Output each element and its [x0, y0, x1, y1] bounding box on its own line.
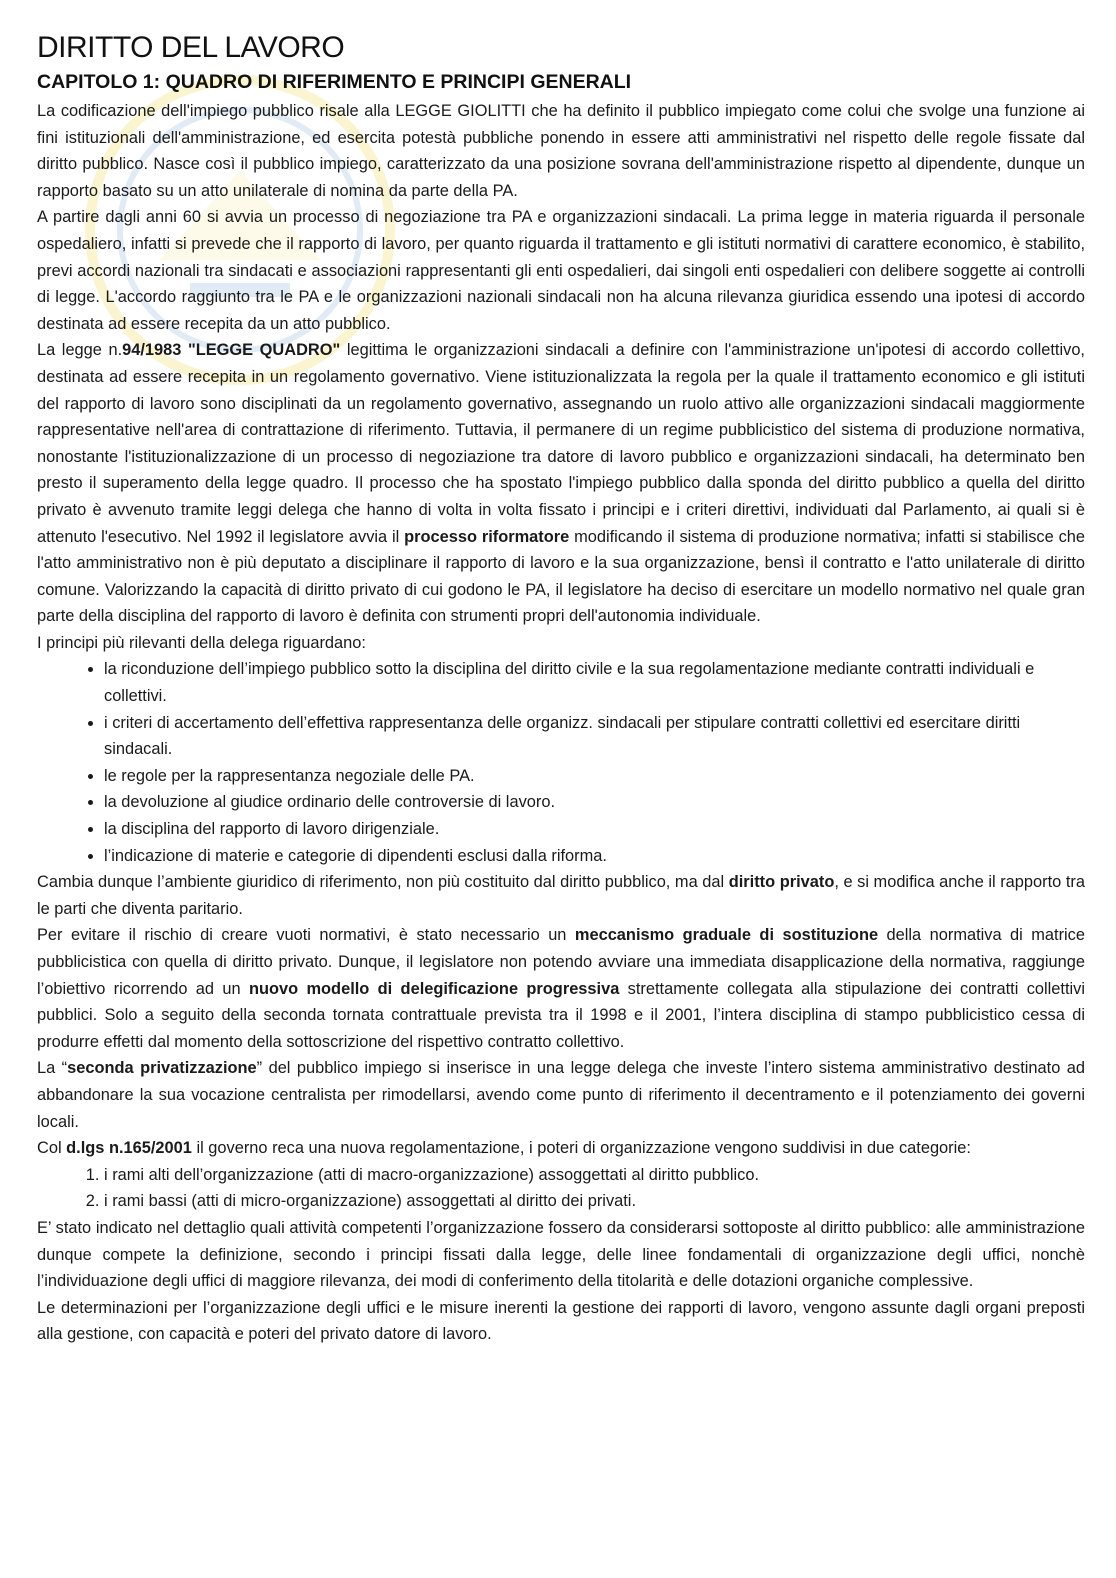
paragraph-2: A partire dagli anni 60 si avvia un processo di negoziazione tra PA e organizzazioni sindacali. La prima legge in materia riguarda il personale ospedaliero, infatti si prevede che il rapporto di lavoro, per quanto riguarda il trattamento e gli istituti normativi di carattere economico, è stabilito, previ accordi nazionali tra sindacati e associazioni rappresentanti gli enti ospedalieri, dai singoli enti ospedalieri con delibere soggette ai controlli di legge. L'accordo raggiunto tra le PA e le organizzazioni nazionali sindacali non ha alcuna rilevanza giuridica essendo una ipotesi di accordo destinata ad essere recepita da un atto pubblico. — [37, 208, 1085, 333]
document-page — [37, 28, 1085, 1348]
paragraph-7: La “seconda privatizzazione” del pubblico impiego si inserisce in una legge delega che investe l’intero sistema amministrativo destinato ad abbandonare la sua vocazione centralista per rimodellarsi, avendo come punto di riferimento il decentramento e il potenziamento dei governi locali. — [37, 1059, 1086, 1131]
list-item: • la riconduzione dell’impiego pubblico sotto la disciplina del diritto civile e la sua regolamentazione mediante contratti individuali e collettivi. — [104, 656, 1085, 709]
list-item: • le regole per la rappresentanza negoziale delle PA. — [104, 763, 1085, 790]
paragraph-6: Per evitare il rischio di creare vuoti normativi, è stato necessario un meccanismo graduale di sostituzione della normativa di matrice pubblicistica con quella di diritto privato. Dunque, il legislatore non potendo avviare una immediata disapplicazione della normativa, raggiunge l’obiettivo ricorrendo ad un nuovo modello di delegificazione progressiva strettamente collegata alla stipulazione dei contratti collettivi pubblici. Solo a seguito della seconda tornata contrattuale prevista tra il 1998 e il 2001, l’intera disciplina di stampo pubblicistico cessa di produrre effetti dal momento della sottoscrizione del rispettivo contratto collettivo. — [37, 926, 1085, 1051]
list-item: • l’indicazione di materie e categorie di dipendenti esclusi dalla riforma. — [104, 843, 1085, 870]
list-item: • la disciplina del rapporto di lavoro dirigenziale. — [104, 816, 1085, 843]
categories-list — [37, 1162, 1085, 1215]
paragraph-8: Col d.lgs n.165/2001 il governo reca una nuova regolamentazione, i poteri di organizzazione vengono suddivisi in due categorie: — [37, 1139, 971, 1158]
paragraph-9: E’ stato indicato nel dettaglio quali attività competenti l’organizzazione fossero da considerarsi sottoposte al diritto pubblico: alle amministrazione dunque compete la definizione, secondo i principi fissati dalla legge, delle linee fondamentali di organizzazione degli uffici, nonchè l’individuazione degli uffici di maggiore rilevanza, dei modi di conferimento della titolarità e delle dotazioni organiche complessive. — [37, 1218, 1085, 1291]
paragraph-5: Cambia dunque l’ambiente giuridico di riferimento, non più costituito dal diritto pubblico, ma dal diritto privato, e si modifica anche il rapporto tra le parti che diventa paritario. — [37, 873, 1085, 918]
list-item: 2. i rami bassi (atti di micro-organizzazione) assoggettati al diritto dei privati. — [104, 1188, 1085, 1215]
list-item: • i criteri di accertamento dell’effettiva rappresentanza delle organizz. sindacali per stipulare contratti collettivi ed esercitare diritti sindacali. — [104, 710, 1085, 763]
chapter-title: CAPITOLO 1: QUADRO DI RIFERIMENTO E PRINCIPI GENERALI — [37, 71, 632, 93]
paragraph-10: Le determinazioni per l’organizzazione degli uffici e le misure inerenti la gestione dei rapporti di lavoro, vengono assunte dagli organi preposti alla gestione, con capacità e poteri del privato datore di lavoro. — [37, 1298, 1085, 1344]
list-item: • la devoluzione al giudice ordinario delle controversie di lavoro. — [104, 789, 1085, 816]
principles-list — [37, 656, 1085, 869]
paragraph-1: La codificazione dell'impiego pubblico risale alla LEGGE GIOLITTI che ha definito il pubblico impiegato come colui che svolge una funzione ai fini istituzionali dell'amministrazione, ed esercita potestà pubbliche ponendo in essere atti amministrativi nel rispetto delle regole fissate dal diritto pubblico. Nasce così il pubblico impiego, caratterizzato da una posizione sovrana dell'amministrazione rispetto al dipendente, dunque un rapporto basato su un atto unilaterale di nomina da parte della PA. — [37, 102, 1085, 200]
paragraph-3: La legge n.94/1983 "LEGGE QUADRO" legittima le organizzazioni sindacali a definire con l'amministrazione un'ipotesi di accordo collettivo, destinata ad essere recepita in un regolamento governativo. Viene istituzionalizzata la regola per la quale il trattamento economico e gli istituti del rapporto di lavoro sono disciplinati da un regolamento governativo, assegnando un ruolo attivo alle organizzazioni sindacali maggiormente rappresentative nell'area di contrattazione di riferimento. Tuttavia, il permanere di un regime pubblicistico del sistema di produzione normativa, nonostante l'istituzionalizzazione di un processo di negoziazione tra datore di lavoro pubblico e organizzazioni sindacali, ha determinato ben presto il superamento della legge quadro. Il processo che ha spostato l'impiego pubblico dalla sponda del diritto pubblico a quella del diritto privato è avvenuto tramite leggi delega che hanno di volta in volta fissato i principi e i criteri direttivi, individuati dal Parlamento, ai quali si è attenuto l'esecutivo. Nel 1992 il legislatore avvia il processo riformatore modificando il sistema di produzione normativa; infatti si stabilisce che l'atto amministrativo non è più deputato a disciplinare il rapporto di lavoro e la sua organizzazione, bensì il contratto e l'atto unilaterale di diritto comune. Valorizzando la capacità di diritto privato di cui godono le PA, il legislatore ha deciso di esercitare un modello normativo nel quale gran parte della disciplina del rapporto di lavoro è definita con strumenti propri dell'autonomia individuale. — [37, 341, 1085, 626]
paragraph-4: I principi più rilevanti della delega riguardano: — [37, 633, 366, 652]
list-item: 1. i rami alti dell’organizzazione (atti di macro-organizzazione) assoggettati al diritto pubblico. — [104, 1162, 1085, 1189]
document-title: DIRITTO DEL LAVORO — [37, 31, 345, 64]
